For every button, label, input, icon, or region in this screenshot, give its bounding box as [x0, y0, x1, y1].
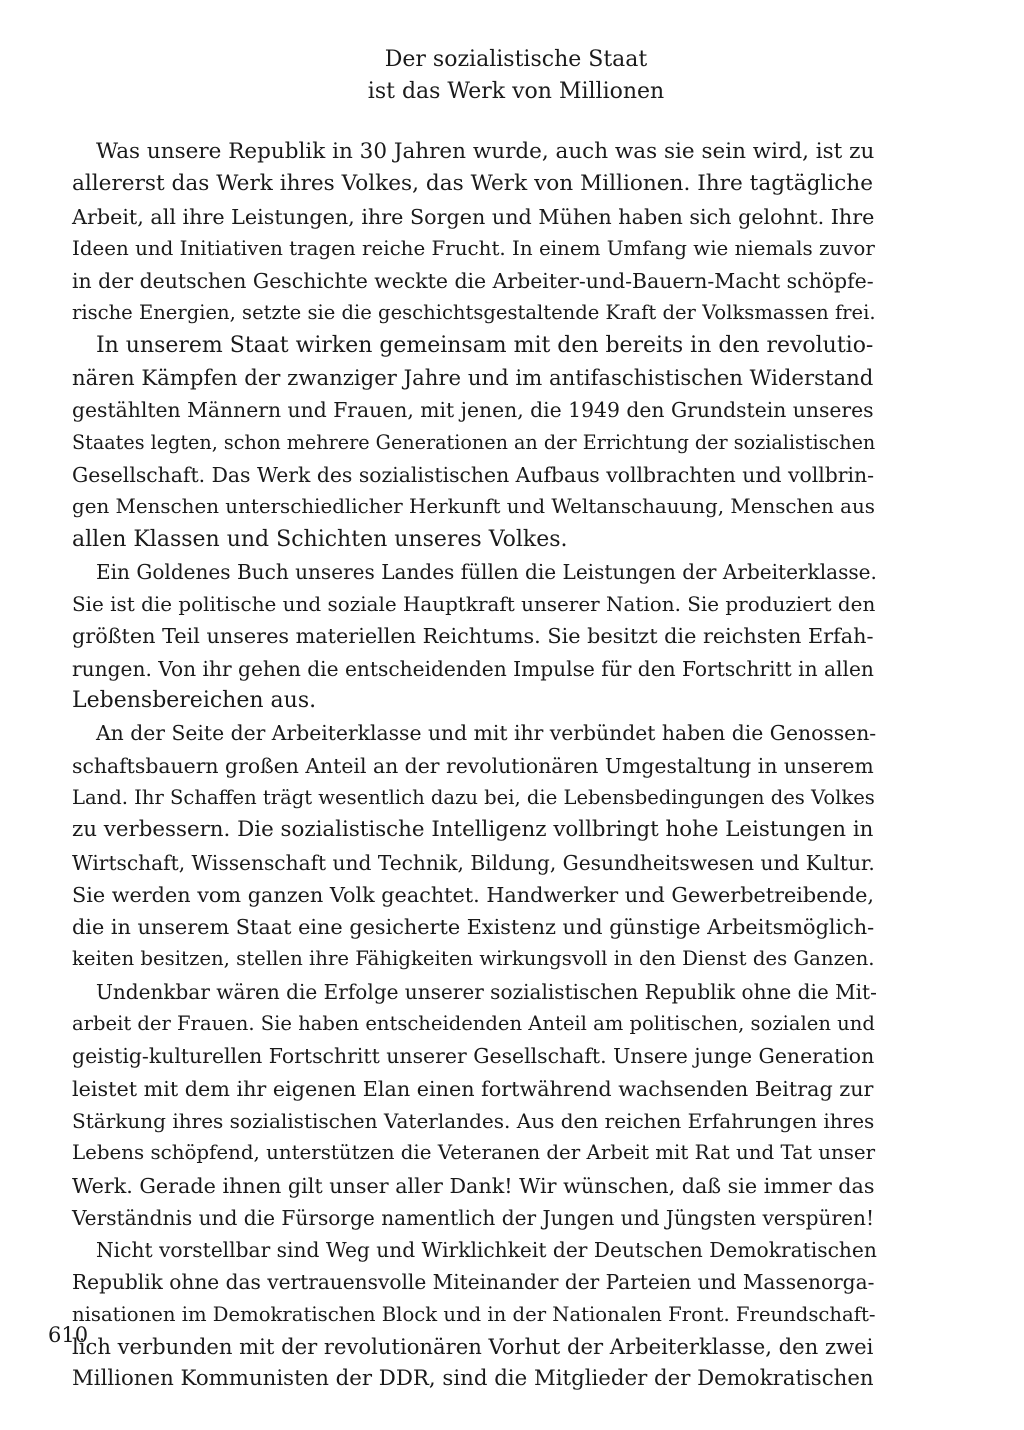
text-line: Sie werden vom ganzen Volk geachtet. Handwerker und Gewerbetreibende, — [72, 882, 875, 907]
title-line-2: ist das Werk von Millionen — [367, 79, 665, 104]
text-line: gestählten Männern und Frauen, mit jenen, die 1949 den Grundstein unseres — [72, 398, 874, 423]
text-line: zu verbessern. Die sozialistische Intelligenz vollbringt hohe Leistungen in — [72, 817, 874, 843]
text-line: In unserem Staat wirken gemeinsam mit den bereits in den revolutio- — [96, 332, 874, 358]
paragraph — [48, 717, 877, 975]
text-line: die in unserem Staat eine gesicherte Existenz und günstige Arbeitsmöglich- — [72, 915, 875, 940]
text-line: Nicht vorstellbar sind Weg und Wirklichkeit der Deutschen Demokratischen — [96, 1238, 877, 1263]
paragraph — [48, 1234, 877, 1395]
text-line: Ideen und Initiativen tragen reiche Frucht. In einem Umfang wie niemals zuvor — [72, 236, 875, 260]
text-line: keiten besitzen, stellen ihre Fähigkeiten wirkungsvoll in den Dienst des Ganzen. — [72, 947, 875, 971]
text-line: Werk. Gerade ihnen gilt unser aller Dank! Wir wünschen, daß sie immer das — [72, 1173, 875, 1198]
paragraph — [48, 976, 877, 1234]
paragraph — [48, 136, 876, 330]
text-line: Gesellschaft. Das Werk des sozialistischen Aufbaus vollbrachten und vollbrin- — [72, 462, 875, 487]
text-line: nären Kämpfen der zwanziger Jahre und im antifaschistischen Widerstand — [72, 365, 874, 391]
text-line: größten Teil unseres materiellen Reichtums. Sie besitzt die reichsten Erfah- — [72, 624, 874, 649]
text-line: arbeit der Frauen. Sie haben entscheidenden Anteil am politischen, sozialen und — [72, 1012, 875, 1036]
text-line: in der deutschen Geschichte weckte die Arbeiter-und-Bauern-Macht schöpfe- — [72, 269, 874, 294]
text-line: Was unsere Republik in 30 Jahren wurde, auch was sie sein wird, ist zu — [96, 139, 875, 164]
page-title — [0, 44, 1024, 108]
text-line: schaftsbauern großen Anteil an der revolutionären Umgestaltung in unserem — [72, 753, 874, 778]
text-line: gen Menschen unterschiedlicher Herkunft und Weltanschauung, Menschen aus — [72, 495, 875, 519]
text-line: Ein Goldenes Buch unseres Landes füllen die Leistungen der Arbeiterklasse. — [96, 559, 877, 584]
text-line: Land. Ihr Schaffen trägt wesentlich dazu bei, die Lebensbedingungen des Volkes — [72, 785, 875, 809]
text-line: rische Energien, setzte sie die geschichtsgestaltende Kraft der Volksmassen frei. — [72, 301, 876, 325]
paragraph — [48, 556, 877, 717]
text-line: Sie ist die politische und soziale Hauptkraft unserer Nation. Sie produziert den — [72, 592, 876, 617]
body-text — [48, 136, 877, 1396]
text-line: leistet mit dem ihr eigenen Elan einen fortwährend wachsenden Beitrag zur — [72, 1076, 874, 1101]
text-line: Verständnis und die Fürsorge namentlich der Jungen und Jüngsten verspüren! — [72, 1205, 875, 1230]
text-line: Staates legten, schon mehrere Generationen an der Errichtung der sozialistischen — [72, 430, 876, 454]
paragraph — [48, 330, 876, 556]
text-line: geistig-kulturellen Fortschritt unserer Gesellschaft. Unsere junge Generation — [72, 1044, 875, 1069]
text-line: allen Klassen und Schichten unseres Volkes. — [72, 526, 568, 552]
text-line: Arbeit, all ihre Leistungen, ihre Sorgen und Mühen haben sich gelohnt. Ihre — [72, 204, 875, 229]
text-line: Republik ohne das vertrauensvolle Miteinander der Parteien und Massenorga- — [72, 1270, 875, 1295]
title-line-1: Der sozialistische Staat — [384, 47, 648, 72]
text-line: Lebens schöpfend, unterstützen die Veteranen der Arbeit mit Rat und Tat unser — [72, 1141, 876, 1165]
text-line: rungen. Von ihr gehen die entscheidenden Impulse für den Fortschritt in allen — [72, 656, 874, 681]
text-line: Undenkbar wären die Erfolge unserer sozialistischen Republik ohne die Mit- — [96, 979, 877, 1004]
text-line: allererst das Werk ihres Volkes, das Werk von Millionen. Ihre tagtägliche — [72, 171, 873, 197]
text-line: Wirtschaft, Wissenschaft und Technik, Bildung, Gesundheitswesen und Kultur. — [72, 850, 875, 875]
text-line: Lebensbereichen aus. — [72, 688, 317, 714]
text-line: An der Seite der Arbeiterklasse und mit ihr verbündet haben die Genossen- — [96, 721, 877, 746]
text-line: nisationen im Demokratischen Block und in der Nationalen Front. Freundschaft- — [72, 1302, 876, 1326]
text-line: Millionen Kommunisten der DDR, sind die Mitglieder der Demokratischen — [72, 1366, 874, 1392]
page-number: 610 — [48, 1323, 89, 1347]
text-line: lich verbunden mit der revolutionären Vorhut der Arbeiterklasse, den zwei — [72, 1333, 874, 1359]
text-line: Stärkung ihres sozialistischen Vaterlandes. Aus den reichen Erfahrungen ihres — [72, 1108, 875, 1133]
